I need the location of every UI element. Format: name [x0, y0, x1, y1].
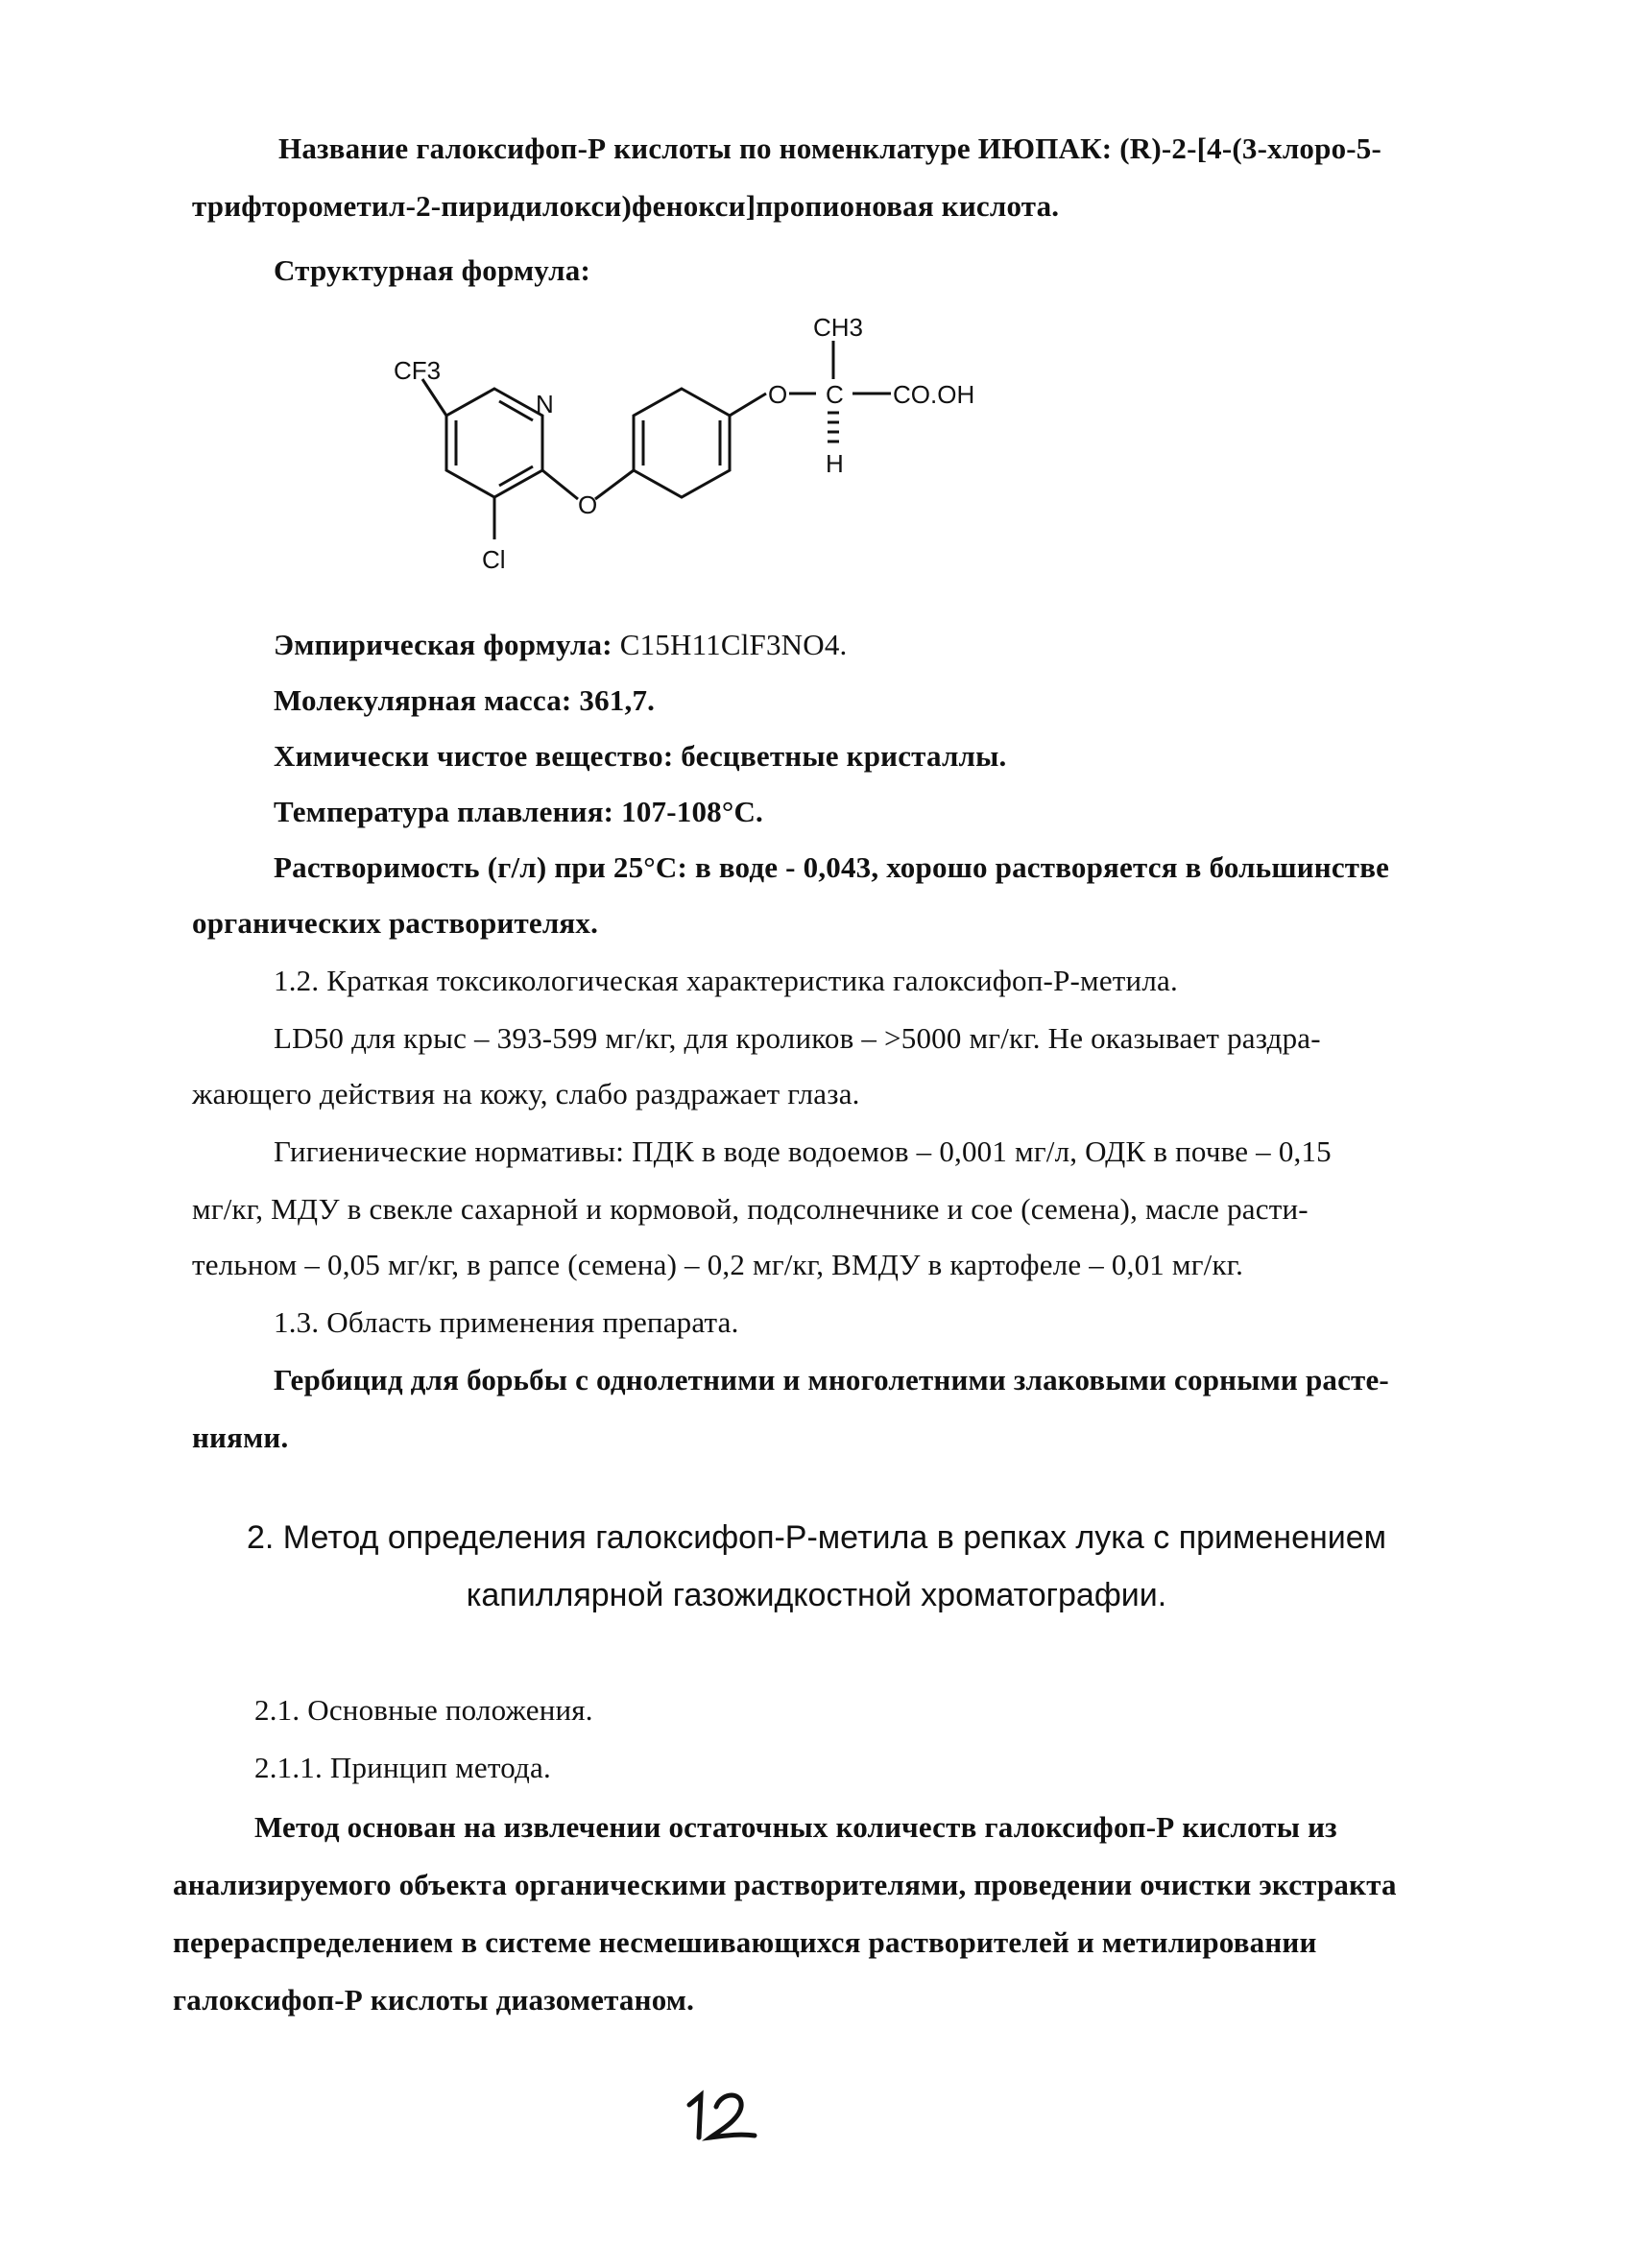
molecule-svg: [365, 288, 1094, 605]
hygiene-line-2: мг/кг, МДУ в свекле сахарной и кормовой, подсолнечнике и сое (семена), масле расти-: [192, 1192, 1309, 1226]
chiral-carbon-label: C: [826, 380, 844, 409]
iupac-name-line-2: трифторометил-2-пиридилокси)фенокси]пропионовая кислота.: [192, 189, 1060, 223]
pure-substance: Химически чистое вещество: бесцветные кристаллы.: [274, 739, 1007, 773]
section-1-3-title: 1.3. Область применения препарата.: [274, 1305, 739, 1339]
section-2-heading-line-2: капиллярной газожидкостной хроматографии.: [466, 1577, 1167, 1613]
hygiene-line-3: тельном – 0,05 мг/кг, в рапсе (семена) – 0,2 мг/кг, ВМДУ в картофеле – 0,01 мг/кг.: [192, 1248, 1244, 1281]
ether-oxygen-label: O: [768, 380, 788, 409]
method-line-2: анализируемого объекта органическими растворителями, проведении очистки экстракта: [173, 1868, 1397, 1901]
method-line-3: перераспределением в системе несмешивающихся растворителей и метилировании: [173, 1925, 1317, 1959]
herbicide-line-1: Гербицид для борьбы с однолетними и многолетними злаковыми сорными расте-: [274, 1363, 1389, 1397]
section-2-1-1-title: 2.1.1. Принцип метода.: [254, 1751, 551, 1784]
melting-point: Температура плавления: 107-108°С.: [274, 795, 764, 828]
section-2-1-title: 2.1. Основные положения.: [254, 1693, 593, 1727]
pyridine-ring: [446, 389, 542, 497]
structural-formula-diagram: [365, 288, 1094, 605]
page-number: [672, 2078, 787, 2155]
molar-mass: Молекулярная масса: 361,7.: [274, 683, 656, 717]
iupac-name-line-1: Название галоксифоп-Р кислоты по номенклатуре ИЮПАК: (R)-2-[4-(3-хлоро-5-: [278, 131, 1382, 165]
solubility-line-2: органических растворителях.: [192, 906, 599, 940]
hygiene-line-1: Гигиенические нормативы: ПДК в воде водоемов – 0,001 мг/л, ОДК в почве – 0,15: [274, 1134, 1332, 1168]
structural-formula-label: Структурная формула:: [274, 253, 590, 287]
solubility-line-1: Растворимость (г/л) при 25°С: в воде - 0,043, хорошо растворяется в большинстве: [274, 850, 1390, 884]
ld50-line-1: LD50 для крыс – 393-599 мг/кг, для кроликов – >5000 мг/кг. Не оказывает раздра-: [274, 1021, 1321, 1055]
empirical-formula-label: Эмпирическая формула:: [274, 628, 620, 661]
herbicide-line-2: ниями.: [192, 1420, 289, 1454]
method-line-1: Метод основан на извлечении остаточных количеств галоксифоп-Р кислоты из: [254, 1810, 1337, 1844]
empirical-formula-value: C15H11ClF3NO4.: [619, 628, 848, 661]
bridge-oxygen-label: O: [578, 490, 598, 519]
chlorine-label: Cl: [482, 545, 506, 574]
ld50-line-2: жающего действия на кожу, слабо раздражает глаза.: [192, 1077, 860, 1110]
ch3-label: CH3: [813, 313, 864, 342]
cf3-label: CF3: [394, 356, 442, 385]
hydrogen-label: H: [826, 449, 844, 478]
carboxyl-label: CO.OH: [893, 380, 975, 409]
benzene-ring: [634, 389, 730, 497]
empirical-formula: [274, 626, 847, 664]
handwritten-page-number-icon: [672, 2078, 787, 2155]
section-2-heading-line-1: 2. Метод определения галоксифоп-Р-метила в репках лука с применением: [246, 1519, 1387, 1556]
section-1-2-title: 1.2. Краткая токсикологическая характеристика галоксифоп-Р-метила.: [274, 964, 1178, 997]
method-line-4: галоксифоп-Р кислоты диазометаном.: [173, 1983, 695, 2017]
nitrogen-label: N: [536, 390, 554, 418]
